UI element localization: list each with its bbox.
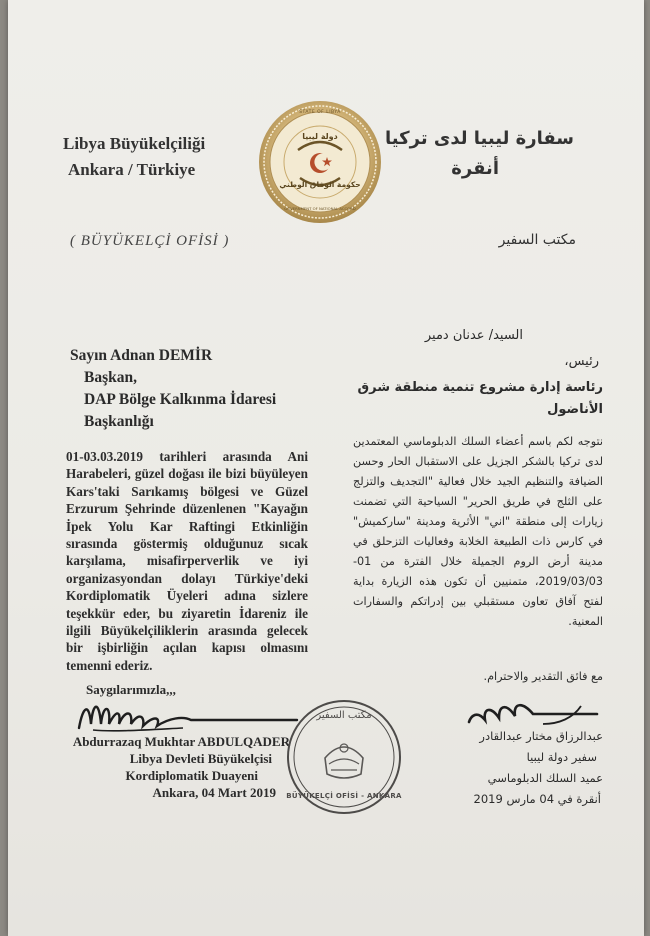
addressee-ar-line: رئيس، xyxy=(564,354,599,369)
office-label-tr: ( BÜYÜKELÇİ OFİSİ ) xyxy=(70,233,230,249)
state-seal-emblem xyxy=(258,100,382,224)
embassy-name-ar: سفارة ليبيا لدى تركيا xyxy=(385,128,574,149)
stamp-text-ar: مكتب السفير xyxy=(316,710,372,721)
letter-sheet xyxy=(8,0,644,936)
embassy-city-ar: أنقرة xyxy=(451,158,499,179)
signature-block-ar xyxy=(428,726,603,810)
seal-text-arabic: دولة ليبيا xyxy=(302,132,338,141)
addressee-tr xyxy=(70,346,330,432)
embassy-name-tr: Libya Büyükelçiliği xyxy=(63,134,206,153)
seal-text-top: STATE OF LIBYA xyxy=(299,110,341,115)
signer-role-tr: Kordiplomatik Duayeni xyxy=(125,768,258,783)
signer-title-ar: سفير دولة ليبيا xyxy=(526,750,597,764)
seal-text-arabic-2: حكومة الوفاق الوطني xyxy=(279,180,361,189)
addressee-ar-line: السيد/ عدنان دمير xyxy=(424,328,523,343)
office-label-ar: مكتب السفير xyxy=(498,232,576,248)
signature-left xyxy=(73,694,303,738)
body-text-ar: نتوجه لكم باسم أعضاء السلك الدبلوماسي المعتمدين لدى تركيا بالشكر الجزيل على الاستقبال الحار وحسن الضيافة والتنظيم الجيد خلال فعالية "التجديف والتزلج على الثلج في طريق الحرير" السياحية التي تضمنت زيارات إلى منطقة "اني" الأثرية ومدينة "ساركميش" في كارس ذات الطبيعة الخلابة وفعاليات التزحلق في مدينة أرض الروم الجميلة خلال الفترة من 01-2019/03/03، متمنيين أن تكون هذه الزيارة بداية لفتح آفاق تعاون مستقبلي بين إدراتكم والسفارات المعنية. xyxy=(353,435,603,628)
closing-text-ar: مع فائق التقدير والاحترام. xyxy=(483,670,603,683)
office-stamp xyxy=(285,698,403,816)
signature-icon xyxy=(73,694,303,738)
signature-block-tr xyxy=(68,733,290,801)
addressee-ar xyxy=(353,326,603,420)
seal-text-bottom: GOVERNMENT OF NATIONAL ACCORD xyxy=(284,206,356,211)
addressee-tr-line: Başkan, xyxy=(84,369,137,386)
body-text-tr: 01-03.03.2019 tarihleri arasında Ani Harabeleri, güzel doğası ile bizi büyüleyen Kars'taki Sarıkamış bölgesi ve Güzel Erzurum Şehrinde düzenlenen "Kayağın İpek Yolu Kar Raftingi Etkinliğin sırasında göstermiş olduğunuz sıcak karşılama, misafirperverlik ve iyi organizasyondan dolayı Türkiye'deki Kordiplomatik Üyeleri adına sizlere teşekkür eder, bu ziyaretin İdareniz ile ilgili Büyükelçiliklerin arasında gelecek bir işbirliğin açılan kapısı olmasını temenni ederiz. xyxy=(66,449,308,673)
addressee-tr-line: Sayın Adnan DEMİR xyxy=(70,347,213,364)
signature-date-tr: Ankara, 04 Mart 2019 xyxy=(152,785,276,800)
embassy-city-tr: Ankara / Türkiye xyxy=(68,160,196,179)
signer-title-tr: Libya Devleti Büyükelçisi xyxy=(129,751,272,766)
addressee-ar-line: الأناضول xyxy=(547,402,603,417)
addressee-tr-line: Başkanlığı xyxy=(84,413,154,430)
stamp-text-tr: BÜYÜKELÇİ OFİSİ - ANKARA xyxy=(286,792,402,800)
addressee-ar-line: رئاسة إدارة مشروع تنمية منطقة شرق xyxy=(357,380,603,395)
signer-name-tr: Abdurrazaq Mukhtar ABDULQADER xyxy=(72,734,290,749)
signer-role-ar: عميد السلك الدبلوماسي xyxy=(487,771,603,785)
salutation-tr: Saygılarımızla,,, xyxy=(86,682,176,697)
signer-name-ar: عبدالرزاق مختار عبدالقادر xyxy=(479,729,603,743)
addressee-tr-line: DAP Bölge Kalkınma İdaresi xyxy=(84,391,277,408)
signature-date-ar: أنقرة في 04 مارس 2019 xyxy=(473,792,601,806)
